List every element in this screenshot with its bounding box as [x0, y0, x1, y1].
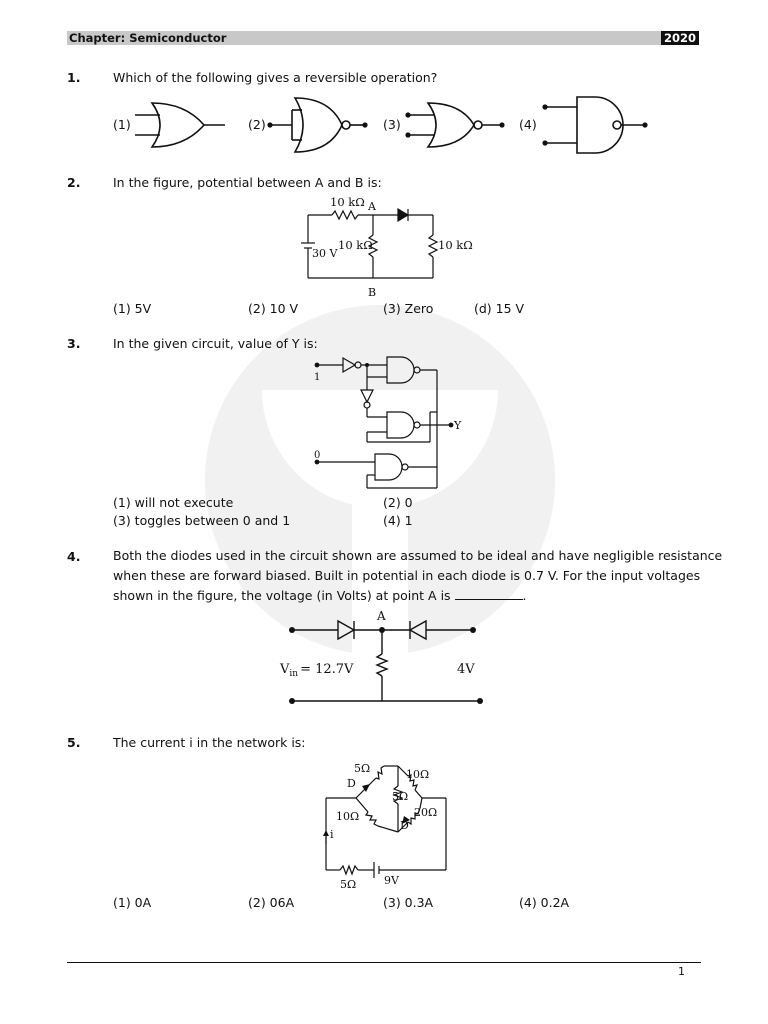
- q1-option-1: (1): [113, 117, 131, 132]
- resistor-icon: [340, 866, 358, 874]
- q1-gates-figure: [130, 95, 660, 157]
- resistor-icon: [366, 812, 378, 826]
- answer-blank: [455, 587, 523, 600]
- q5-r2-label: 10Ω: [406, 768, 430, 781]
- q5-option-3: (3) 0.3A: [383, 895, 434, 910]
- q5-option-1: (1) 0A: [113, 895, 152, 910]
- q2-r-top-label: 10 kΩ: [330, 195, 365, 209]
- q3-input-0: 0: [314, 450, 321, 461]
- chapter-title: Chapter: Semiconductor: [69, 31, 227, 45]
- nand-gate-icon: [375, 454, 402, 480]
- nand-gate-icon: [387, 357, 414, 383]
- q5-current-label: i: [330, 828, 334, 841]
- q5-number: 5.: [67, 735, 81, 750]
- q3-option-4: (4) 1: [383, 513, 413, 528]
- or-gate-icon: [135, 103, 225, 147]
- q2-number: 2.: [67, 175, 81, 190]
- q5-text: The current i in the network is:: [113, 735, 306, 750]
- q5-r6-label: 5Ω: [340, 878, 357, 891]
- year-badge: 2020: [661, 31, 699, 45]
- not-gate-icon: [343, 358, 355, 372]
- resistor-icon: [332, 211, 358, 219]
- q2-option-4: (d) 15 V: [474, 301, 525, 316]
- nand-gate-icon: [387, 412, 414, 438]
- q5-option-4: (4) 0.2A: [519, 895, 570, 910]
- q3-option-2: (2) 0: [383, 495, 413, 510]
- q5-r3-label: 5Ω: [392, 790, 409, 803]
- q4-node-a: A: [377, 609, 386, 623]
- q5-r5-label: 20Ω: [414, 806, 438, 819]
- q5-r4-label: 10Ω: [336, 810, 360, 823]
- q2-node-a: A: [368, 200, 376, 213]
- q5-bridge-network-figure: [322, 760, 452, 890]
- q1-option-2: (2): [248, 117, 266, 132]
- diode-icon: [338, 621, 354, 639]
- q3-number: 3.: [67, 336, 81, 351]
- q2-node-b: B: [368, 286, 377, 299]
- page-number: 1: [678, 965, 685, 978]
- q3-output-y: Y: [454, 419, 462, 432]
- footer-divider: [67, 962, 701, 963]
- q2-option-3: (3) Zero: [383, 301, 434, 316]
- q2-battery-label: 30 V: [312, 247, 338, 260]
- q3-logic-circuit-figure: [305, 352, 475, 492]
- q1-number: 1.: [67, 70, 81, 85]
- q1-option-4: (4): [519, 117, 537, 132]
- q2-option-2: (2) 10 V: [248, 301, 299, 316]
- nor-not-gate-icon: [270, 98, 365, 152]
- nor-gate-icon: [408, 103, 502, 147]
- nand-gate-icon: [545, 97, 645, 153]
- not-gate-icon: [361, 390, 373, 402]
- q1-text: Which of the following gives a reversible operation?: [113, 70, 438, 85]
- q4-text-line-2: when these are forward biased. Built in potential in each diode is 0.7 V. For the input voltages: [113, 568, 701, 583]
- q5-r1-label: 5Ω: [354, 762, 371, 775]
- q4-diode-circuit-figure: [280, 608, 490, 708]
- q5-battery-label: 9V: [384, 874, 399, 887]
- q5-diode-2-label: D: [400, 819, 409, 832]
- q1-option-3: (3): [383, 117, 401, 132]
- q2-text: In the figure, potential between A and B is:: [113, 175, 382, 190]
- q3-option-1: (1) will not execute: [113, 495, 234, 510]
- q3-input-1: 1: [314, 372, 321, 383]
- q2-option-1: (1) 5V: [113, 301, 152, 316]
- diode-icon: [410, 621, 426, 639]
- q5-option-2: (2) 06A: [248, 895, 295, 910]
- header-bar: [67, 31, 699, 45]
- diode-icon: [398, 209, 408, 221]
- q4-number: 4.: [67, 549, 81, 564]
- resistor-icon: [429, 235, 437, 257]
- q2-r-mid-label: 10 kΩ: [338, 238, 373, 252]
- q4-right-voltage: 4V: [457, 662, 475, 677]
- arrow-up-icon: [323, 830, 329, 836]
- q3-option-3: (3) toggles between 0 and 1: [113, 513, 291, 528]
- q4-vin-label: $V_{in} = 12.7V$: [280, 662, 354, 679]
- q3-text: In the given circuit, value of Y is:: [113, 336, 318, 351]
- resistor-icon: [377, 654, 387, 676]
- resistor-icon: [376, 766, 384, 779]
- q4-text-line-1: Both the diodes used in the circuit shown are assumed to be ideal and have negligible resistance: [113, 548, 723, 563]
- q2-r-right-label: 10 kΩ: [438, 238, 473, 252]
- q2-circuit-figure: [290, 193, 480, 301]
- q5-diode-1-label: D: [347, 777, 356, 790]
- q4-text-line-3: shown in the figure, the voltage (in Volts) at point A is .: [113, 588, 527, 603]
